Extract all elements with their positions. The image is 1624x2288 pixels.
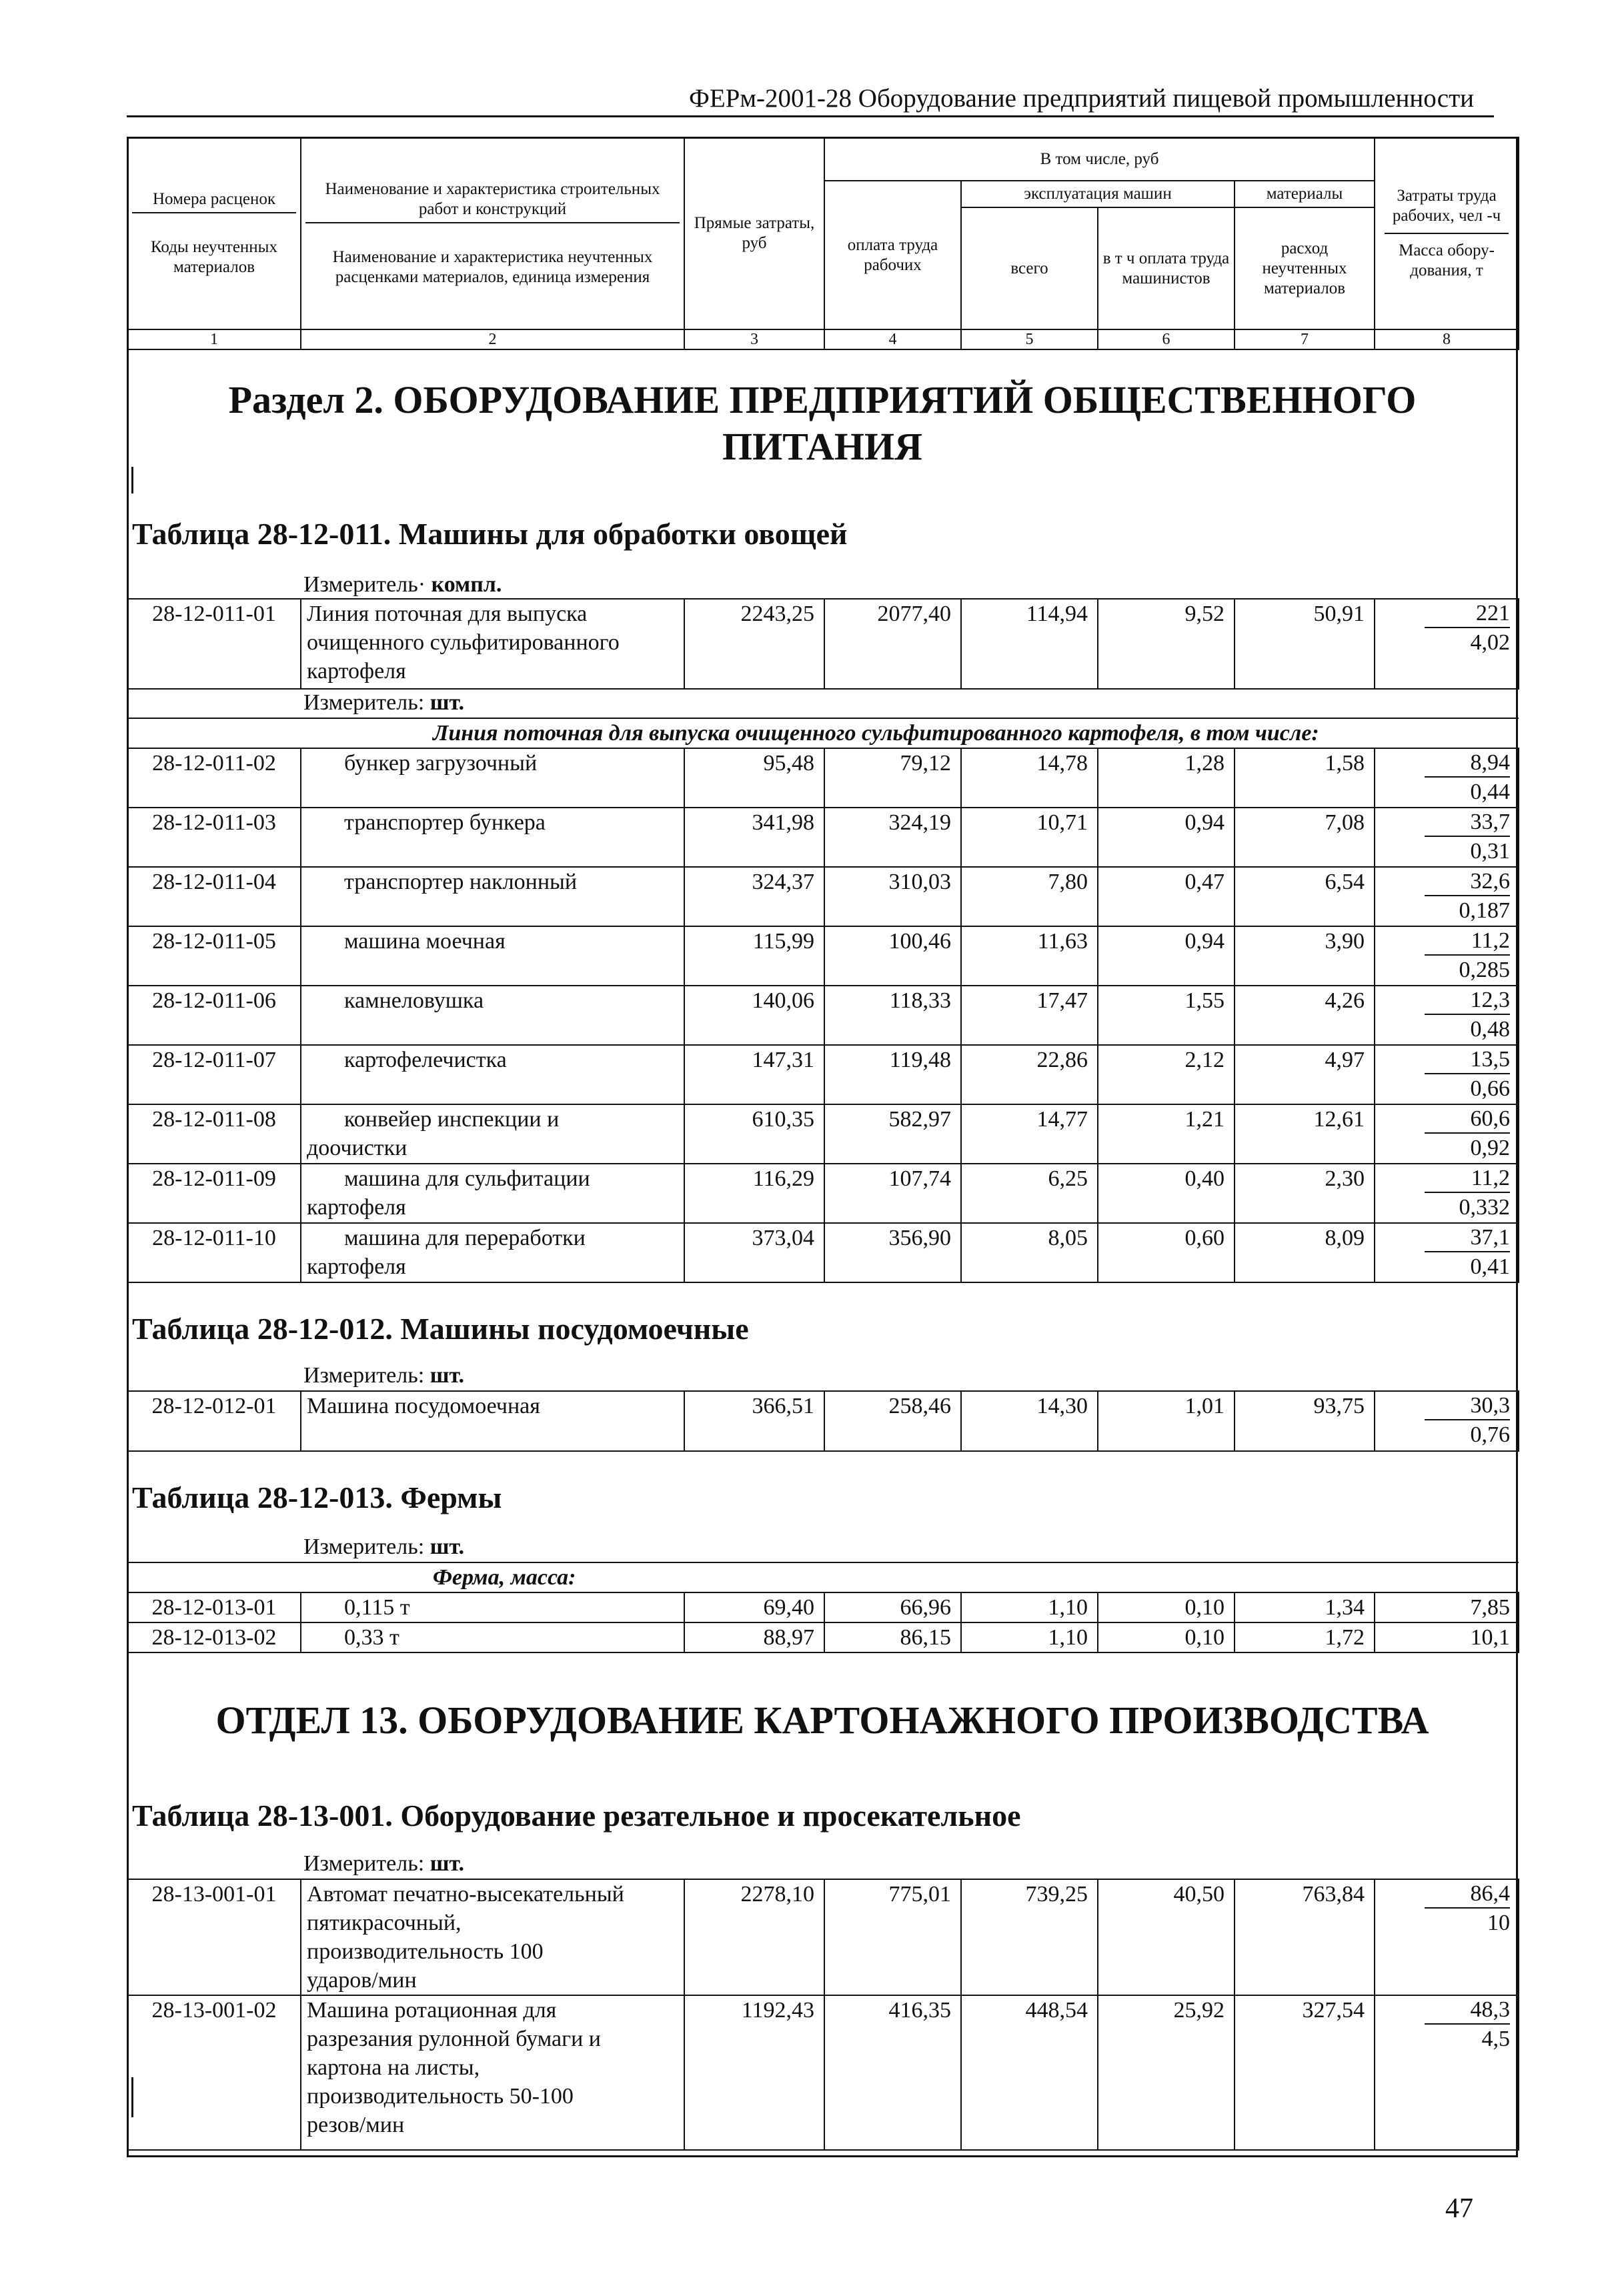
scan-margin-mark: [131, 467, 133, 493]
worker-wages: 582,97: [824, 1104, 961, 1164]
unit-label: Измеритель:: [303, 1363, 425, 1388]
labor-hours: 7,85: [1375, 1592, 1519, 1622]
table-13-001-body: [127, 1879, 1519, 2150]
labor-hours: 32,6: [1425, 868, 1510, 896]
equipment-mass: 0,187: [1459, 898, 1510, 923]
equipment-mass: 0,76: [1470, 1422, 1510, 1447]
column-header-table: [127, 137, 1519, 350]
equipment-mass: 4,02: [1470, 630, 1510, 655]
direct-costs: 2278,10: [684, 1879, 824, 1995]
operator-wages: 1,55: [1098, 986, 1235, 1045]
work-name: [301, 1223, 684, 1282]
unit-label: Измеритель:: [303, 1851, 425, 1876]
work-name-line: разрезания рулонной бумаги и: [307, 2027, 601, 2051]
work-name-line: картофеля: [307, 1195, 406, 1220]
equipment-mass: 0,92: [1470, 1136, 1510, 1160]
column-header-8-bottom: Масса обору- дования, т: [1399, 241, 1495, 279]
worker-wages: 2077,40: [824, 599, 961, 689]
table-row: [127, 986, 1519, 1045]
operator-wages: 0,47: [1098, 867, 1235, 926]
column-number-5: 5: [961, 329, 1098, 349]
table-011-body: [127, 748, 1519, 1282]
table-13-001-title: Таблица 28-13-001. Оборудование резательное и просекательное: [132, 1799, 1021, 1833]
rate-code: 28-12-011-06: [127, 986, 301, 1045]
rate-code: 28-12-013-02: [127, 1622, 301, 1652]
work-name: [301, 1045, 684, 1104]
machine-costs: 7,80: [961, 867, 1098, 926]
rate-code: 28-12-011-08: [127, 1104, 301, 1164]
labor-and-mass: [1375, 599, 1519, 689]
unit-value: шт.: [430, 1851, 465, 1876]
column-header-2: [301, 137, 684, 329]
materials-group-header: материалы: [1235, 181, 1375, 207]
table-row: [127, 1879, 1519, 1995]
labor-hours: 48,3: [1425, 1996, 1510, 2025]
work-name: Линия поточная для выпуска очищенного сульфитированного картофеля: [301, 599, 684, 689]
equipment-mass: 0,44: [1470, 780, 1510, 804]
table-013: [127, 1562, 1519, 1653]
machines-group-header: эксплуатация машин: [961, 181, 1235, 207]
machine-costs: 14,77: [961, 1104, 1098, 1164]
labor-hours: 11,2: [1425, 927, 1510, 956]
rate-code: 28-12-011-03: [127, 808, 301, 867]
machine-costs: 8,05: [961, 1223, 1098, 1282]
table-row: [127, 1164, 1519, 1223]
column-header-8-top: Затраты труда рабочих, чел -ч: [1392, 187, 1501, 225]
table-row: [127, 867, 1519, 926]
labor-and-mass: [1375, 986, 1519, 1045]
machine-costs: 14,30: [961, 1391, 1098, 1451]
machine-costs: 6,25: [961, 1164, 1098, 1223]
materials-costs: 4,97: [1235, 1045, 1375, 1104]
column-number-1: 1: [127, 329, 301, 349]
table-011-unit: [303, 571, 502, 598]
worker-wages: 324,19: [824, 808, 961, 867]
work-name-line: картофелечистка: [344, 1048, 507, 1072]
unit-value: шт.: [430, 1534, 465, 1559]
operator-wages: 40,50: [1098, 1879, 1235, 1995]
column-header-1: [127, 137, 301, 329]
labor-hours: 221: [1425, 600, 1510, 628]
work-name: [301, 1104, 684, 1164]
worker-wages: 66,96: [824, 1592, 961, 1622]
work-name: 0,115 т: [301, 1592, 684, 1622]
operator-wages: 0,94: [1098, 926, 1235, 986]
worker-wages: 118,33: [824, 986, 961, 1045]
materials-costs: 1,34: [1235, 1592, 1375, 1622]
section-13-title: ОТДЕЛ 13. ОБОРУДОВАНИЕ КАРТОНАЖНОГО ПРОИЗВОДСТВА: [215, 1698, 1429, 1742]
direct-costs: 324,37: [684, 867, 824, 926]
section-2-title-line-1: Раздел 2. ОБОРУДОВАНИЕ ПРЕДПРИЯТИЙ ОБЩЕСТВЕННОГО: [228, 378, 1417, 421]
worker-wages: 258,46: [824, 1391, 961, 1451]
direct-costs: 341,98: [684, 808, 824, 867]
line-subheading: Линия поточная для выпуска очищенного сульфитированного картофеля, в том числе:: [127, 718, 1519, 748]
rate-code: 28-12-011-02: [127, 748, 301, 808]
direct-costs: 140,06: [684, 986, 824, 1045]
labor-hours: 60,6: [1425, 1105, 1510, 1134]
work-name-line: бункер загрузочный: [344, 751, 538, 776]
table-013-title: Таблица 28-12-013. Фермы: [132, 1480, 502, 1514]
work-name-line: доочистки: [307, 1136, 408, 1160]
work-name-line: пятикрасочный,: [307, 1911, 462, 1935]
operator-wages: 1,28: [1098, 748, 1235, 808]
labor-and-mass: [1375, 1223, 1519, 1282]
work-name-line: камнеловушка: [344, 988, 484, 1013]
table-011-title: Таблица 28-12-011. Машины для обработки овощей: [132, 517, 848, 551]
equipment-mass: 4,5: [1481, 2027, 1510, 2051]
operator-wages: 0,60: [1098, 1223, 1235, 1282]
equipment-mass: 0,66: [1470, 1076, 1510, 1101]
table-012-unit: [303, 1362, 464, 1389]
column-number-6: 6: [1098, 329, 1235, 349]
labor-and-mass: [1375, 1104, 1519, 1164]
machine-costs: 14,78: [961, 748, 1098, 808]
section-2-title-line-2: ПИТАНИЯ: [722, 425, 923, 468]
unit-value: шт.: [430, 690, 465, 715]
scan-margin-mark: [131, 2077, 133, 2117]
table-row: [127, 1223, 1519, 1282]
worker-wages: 119,48: [824, 1045, 961, 1104]
labor-hours: 86,4: [1425, 1880, 1510, 1909]
table-row: [127, 1592, 1519, 1622]
equipment-mass: 0,48: [1470, 1017, 1510, 1042]
labor-and-mass: [1375, 1879, 1519, 1995]
equipment-mass: 0,41: [1470, 1254, 1510, 1279]
rate-code: 28-12-011-01: [127, 599, 301, 689]
materials-costs: 50,91: [1235, 599, 1375, 689]
worker-wages: 100,46: [824, 926, 961, 986]
operator-wages: 0,40: [1098, 1164, 1235, 1223]
direct-costs: 2243,25: [684, 599, 824, 689]
table-013-unit: [303, 1534, 464, 1560]
worker-wages: 86,15: [824, 1622, 961, 1652]
rate-code: 28-12-011-10: [127, 1223, 301, 1282]
work-name-line: производительность 100: [307, 1939, 544, 1964]
table-011-unit-2: [303, 690, 464, 716]
operator-wages: 1,21: [1098, 1104, 1235, 1164]
table-row: [127, 1391, 1519, 1451]
labor-hours: 8,94: [1425, 749, 1510, 778]
rate-code: 28-12-012-01: [127, 1391, 301, 1451]
labor-and-mass: [1375, 748, 1519, 808]
column-number-8: 8: [1375, 329, 1519, 349]
rate-code: 28-12-013-01: [127, 1592, 301, 1622]
materials-costs: 6,54: [1235, 867, 1375, 926]
column-number-7: 7: [1235, 329, 1375, 349]
rate-code: 28-13-001-02: [127, 1995, 301, 2150]
direct-costs: 610,35: [684, 1104, 824, 1164]
materials-costs: 12,61: [1235, 1104, 1375, 1164]
worker-wages: 310,03: [824, 867, 961, 926]
table-012: [127, 1390, 1519, 1452]
direct-costs: 116,29: [684, 1164, 824, 1223]
work-name: [301, 1995, 684, 2150]
table-012-title: Таблица 28-12-012. Машины посудомоечные: [132, 1312, 749, 1346]
unit-label: Измеритель·: [303, 572, 426, 597]
running-header: ФЕРм-2001-28 Оборудование предприятий пищевой промышленности: [127, 81, 1494, 117]
direct-costs: 115,99: [684, 926, 824, 986]
work-name-line: машина моечная: [344, 929, 506, 954]
work-name: [301, 748, 684, 808]
column-header-1-bottom: Коды неучтенных материалов: [151, 238, 277, 276]
operator-wages: 0,94: [1098, 808, 1235, 867]
table-row: [127, 926, 1519, 986]
table-row: [127, 748, 1519, 808]
column-header-2-top: Наименование и характеристика строительных работ и конструкций: [305, 179, 680, 223]
operator-wages: 1,01: [1098, 1391, 1235, 1451]
included-group-header: В том числе, руб: [824, 137, 1375, 181]
table-011-main-row: [127, 598, 1519, 690]
rate-code: 28-12-011-09: [127, 1164, 301, 1223]
rate-code: 28-12-011-05: [127, 926, 301, 986]
equipment-mass: 10: [1487, 1911, 1510, 1935]
work-name-line: картона на листы,: [307, 2055, 480, 2080]
work-name-line: резов/мин: [307, 2113, 405, 2137]
work-name: Машина посудомоечная: [301, 1391, 684, 1451]
column-header-8: [1375, 137, 1519, 329]
materials-costs: 327,54: [1235, 1995, 1375, 2150]
machine-costs: 1,10: [961, 1592, 1098, 1622]
table-row: [127, 1045, 1519, 1104]
operator-wages: 25,92: [1098, 1995, 1235, 2150]
direct-costs: 1192,43: [684, 1995, 824, 2150]
materials-costs: 763,84: [1235, 1879, 1375, 1995]
direct-costs: 95,48: [684, 748, 824, 808]
labor-and-mass: [1375, 1045, 1519, 1104]
page-number: 47: [1445, 2193, 1473, 2224]
table-row: [127, 808, 1519, 867]
unit-value: компл.: [431, 572, 502, 597]
unit-label: Измеритель:: [303, 1534, 425, 1559]
worker-wages: 79,12: [824, 748, 961, 808]
table-row: [127, 718, 1519, 748]
machine-costs: 448,54: [961, 1995, 1098, 2150]
materials-costs: 8,09: [1235, 1223, 1375, 1282]
work-name-line: производительность 50-100: [307, 2084, 574, 2109]
materials-costs: 3,90: [1235, 926, 1375, 986]
work-name: [301, 808, 684, 867]
column-number-4: 4: [824, 329, 961, 349]
materials-costs: 4,26: [1235, 986, 1375, 1045]
machine-costs: 10,71: [961, 808, 1098, 867]
work-name-line: конвейер инспекции и: [344, 1107, 560, 1132]
labor-hours: 12,3: [1425, 986, 1510, 1015]
column-header-5: всего: [961, 207, 1098, 329]
column-header-1-top: Номера расценок: [132, 189, 296, 213]
machine-costs: 11,63: [961, 926, 1098, 986]
labor-and-mass: [1375, 808, 1519, 867]
truss-subheading: Ферма, масса:: [127, 1562, 1519, 1592]
machine-costs: 22,86: [961, 1045, 1098, 1104]
equipment-mass: 0,332: [1459, 1195, 1510, 1220]
worker-wages: 416,35: [824, 1995, 961, 2150]
worker-wages: 775,01: [824, 1879, 961, 1995]
labor-and-mass: [1375, 926, 1519, 986]
work-name: 0,33 т: [301, 1622, 684, 1652]
direct-costs: 147,31: [684, 1045, 824, 1104]
materials-costs: 2,30: [1235, 1164, 1375, 1223]
operator-wages: 0,10: [1098, 1622, 1235, 1652]
labor-and-mass: [1375, 1995, 1519, 2150]
work-name-line: Машина ротационная для: [307, 1998, 557, 2023]
direct-costs: 88,97: [684, 1622, 824, 1652]
column-header-4: оплата труда рабочих: [824, 181, 961, 329]
work-name: [301, 926, 684, 986]
work-name-line: Автомат печатно-высекательный: [307, 1882, 624, 1907]
work-name: [301, 867, 684, 926]
rate-code: 28-13-001-01: [127, 1879, 301, 1995]
labor-and-mass: [1375, 867, 1519, 926]
table-row: [127, 1995, 1519, 2150]
column-header-2-bottom: Наименование и характеристика неучтенных расценками материалов, единица измерения: [332, 248, 653, 286]
materials-costs: 1,72: [1235, 1622, 1375, 1652]
operator-wages: 0,10: [1098, 1592, 1235, 1622]
labor-hours: 10,1: [1375, 1622, 1519, 1652]
column-header-6: в т ч оплата труда машинистов: [1098, 207, 1235, 329]
labor-hours: 11,2: [1425, 1164, 1510, 1193]
materials-costs: 93,75: [1235, 1391, 1375, 1451]
machine-costs: 1,10: [961, 1622, 1098, 1652]
direct-costs: 373,04: [684, 1223, 824, 1282]
table-13-001-unit: [303, 1851, 464, 1877]
work-name: [301, 1164, 684, 1223]
labor-and-mass: [1375, 1391, 1519, 1451]
operator-wages: 2,12: [1098, 1045, 1235, 1104]
labor-hours: 37,1: [1425, 1224, 1510, 1252]
column-header-7: расход неучтенных материалов: [1235, 207, 1375, 329]
materials-costs: 7,08: [1235, 808, 1375, 867]
column-header-3: Прямые затраты, руб: [684, 137, 824, 329]
unit-label: Измеритель:: [303, 690, 425, 715]
operator-wages: 9,52: [1098, 599, 1235, 689]
labor-and-mass: [1375, 1164, 1519, 1223]
rate-code: 28-12-011-07: [127, 1045, 301, 1104]
table-011-components: [127, 718, 1519, 1283]
table-row: [127, 1104, 1519, 1164]
machine-costs: 17,47: [961, 986, 1098, 1045]
rate-code: 28-12-011-04: [127, 867, 301, 926]
materials-costs: 1,58: [1235, 748, 1375, 808]
equipment-mass: 0,285: [1459, 958, 1510, 982]
machine-costs: 739,25: [961, 1879, 1098, 1995]
equipment-mass: 0,31: [1470, 839, 1510, 864]
table-row: [127, 1562, 1519, 1592]
table-row: [127, 599, 1519, 689]
direct-costs: 366,51: [684, 1391, 824, 1451]
work-name: [301, 1879, 684, 1995]
work-name-line: машина для переработки: [344, 1226, 586, 1250]
worker-wages: 356,90: [824, 1223, 961, 1282]
work-name-line: машина для сульфитации: [344, 1166, 590, 1191]
unit-value: шт.: [430, 1363, 465, 1388]
labor-hours: 33,7: [1425, 808, 1510, 837]
worker-wages: 107,74: [824, 1164, 961, 1223]
work-name-line: картофеля: [307, 1254, 406, 1279]
labor-hours: 13,5: [1425, 1046, 1510, 1074]
work-name: [301, 986, 684, 1045]
work-name-line: транспортер наклонный: [344, 870, 578, 894]
column-number-2: 2: [301, 329, 684, 349]
labor-hours: 30,3: [1425, 1392, 1510, 1420]
direct-costs: 69,40: [684, 1592, 824, 1622]
column-number-3: 3: [684, 329, 824, 349]
table-row: [127, 1622, 1519, 1652]
work-name-line: ударов/мин: [307, 1968, 417, 1993]
table-13-001: [127, 1879, 1519, 2151]
machine-costs: 114,94: [961, 599, 1098, 689]
work-name-line: транспортер бункера: [344, 810, 546, 835]
